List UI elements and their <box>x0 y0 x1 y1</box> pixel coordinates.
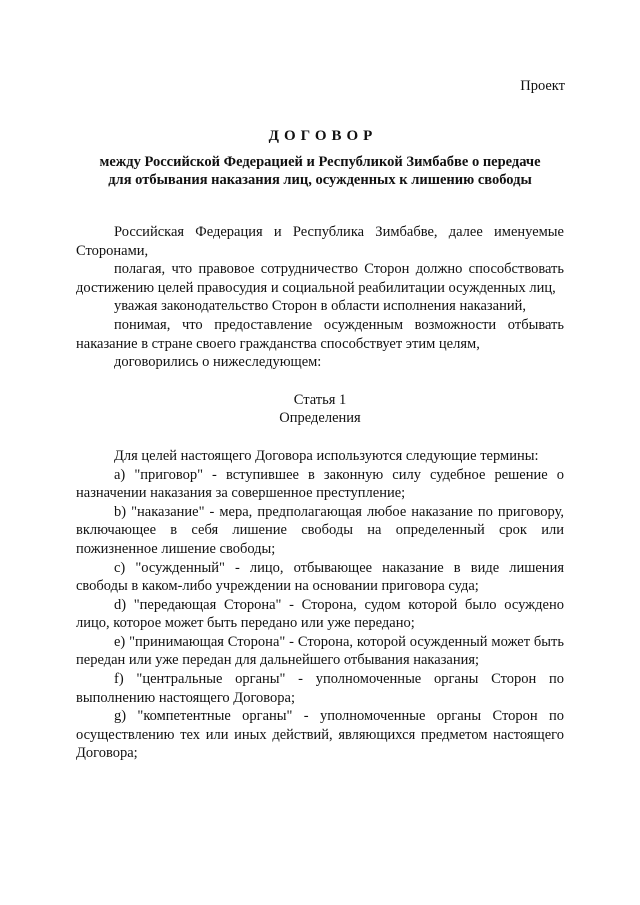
article-number: Статья 1 <box>293 391 347 408</box>
document-title: ДОГОВОР <box>268 128 378 144</box>
preamble-paragraph: понимая, что предоставление осужденным возможности отбывать наказание в стране своего гражданства способствует этим целям, <box>76 316 564 352</box>
article-paragraph: Для целей настоящего Договора используются следующие термины: <box>114 447 539 464</box>
preamble-paragraph: уважая законодательство Сторон в области исполнения наказаний, <box>114 298 526 315</box>
subtitle-line-2: для отбывания наказания лиц, осужденных к лишению свободы <box>108 172 532 188</box>
definition-d: d) "передающая Сторона" - Сторона, судом которой было осуждено лицо, которое может быть передано или уже передано; <box>76 596 564 632</box>
definition-e: e) "принимающая Сторона" - Сторона, которой осужденный может быть передан или уже передан для дальнейшего отбывания наказания; <box>76 633 564 669</box>
document-body <box>76 223 564 763</box>
definition-a: a) "приговор" - вступившее в законную силу судебное решение о назначении наказания за совершенное преступление; <box>76 466 564 502</box>
definition-g: g) "компетентные органы" - уполномоченные органы Сторон по осуществлению тех или иных действий, являющихся предметом настоящего Договора; <box>76 708 564 762</box>
spacer <box>76 372 564 391</box>
article-heading: Определения <box>279 410 361 427</box>
preamble-paragraph: Российская Федерация и Республика Зимбабве, далее именуемые Сторонами, <box>76 224 564 259</box>
spacer <box>76 428 564 447</box>
definition-c: c) "осужденный" - лицо, отбывающее наказание в виде лишения свободы в каком-либо учреждении на основании приговора суда; <box>76 559 564 595</box>
preamble-paragraph: договорились о нижеследующем: <box>114 354 322 371</box>
document-subtitle <box>70 153 570 189</box>
preamble-paragraph: полагая, что правовое сотрудничество Сторон должно способствовать достижению целей правосудия и социальной реабилитации осужденных лиц, <box>76 261 564 296</box>
definition-f: f) "центральные органы" - уполномоченные органы Сторон по выполнению настоящего Договора; <box>76 671 564 706</box>
definition-b: b) "наказание" - мера, предполагающая любое наказание по приговору, включающее в себя лишение свободы на определенный срок или пожизненное лишение свободы; <box>76 503 564 557</box>
draft-label: Проект <box>520 78 565 94</box>
subtitle-line-1: между Российской Федерацией и Республикой Зимбабве о передаче <box>99 154 541 170</box>
